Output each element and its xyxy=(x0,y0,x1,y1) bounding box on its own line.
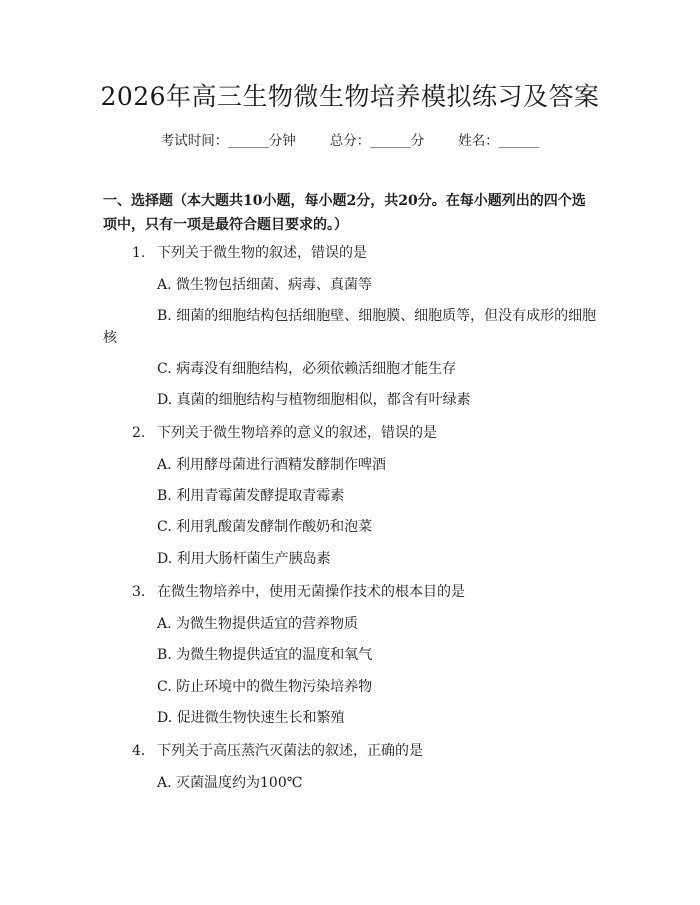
option-b: B. 细菌的细胞结构包括细胞壁、细胞膜、细胞质等，但没有成形的细胞 xyxy=(157,308,597,324)
question-text: 下列关于微生物培养的意义的叙述，错误的是 xyxy=(157,425,437,441)
question-number: 1. xyxy=(132,245,146,261)
question-number: 2. xyxy=(132,425,146,441)
total-score: 总分：______分 xyxy=(329,133,425,149)
section-heading-line-1: 一、选择题（本大题共10小题，每小题2分，共20分。在每小题列出的四个选 xyxy=(103,193,586,209)
option-a: A. 利用酵母菌进行酒精发酵制作啤酒 xyxy=(157,457,387,473)
option-a: A. 为微生物提供适宜的营养物质 xyxy=(157,616,359,632)
option-d: D. 利用大肠杆菌生产胰岛素 xyxy=(157,551,331,567)
option-b: B. 为微生物提供适宜的温度和氧气 xyxy=(157,647,373,663)
question-number: 3. xyxy=(132,584,146,600)
option-b: B. 利用青霉菌发酵提取青霉素 xyxy=(157,488,345,504)
question-text: 下列关于高压蒸汽灭菌法的叙述，正确的是 xyxy=(157,743,423,759)
question-number: 4. xyxy=(132,743,146,759)
option-a: A. 灭菌温度约为100℃ xyxy=(157,775,303,791)
option-d: D. 促进微生物快速生长和繁殖 xyxy=(157,710,345,726)
student-name: 姓名：______ xyxy=(458,133,540,149)
option-c: C. 利用乳酸菌发酵制作酸奶和泡菜 xyxy=(157,519,373,535)
section-heading xyxy=(103,189,608,237)
exam-meta xyxy=(0,131,700,151)
section-heading-line-2: 项中，只有一项是最符合题目要求的。） xyxy=(103,217,348,233)
option-c: C. 病毒没有细胞结构，必须依赖活细胞才能生存 xyxy=(157,361,457,377)
option-c: C. 防止环境中的微生物污染培养物 xyxy=(157,679,373,695)
page-title: 2026年高三生物微生物培养模拟练习及答案 xyxy=(100,82,600,111)
option-d: D. 真菌的细胞结构与植物细胞相似，都含有叶绿素 xyxy=(157,392,471,408)
question-text: 在微生物培养中，使用无菌操作技术的根本目的是 xyxy=(157,584,465,600)
option-b-continuation: 核 xyxy=(103,330,117,346)
exam-time: 考试时间：______分钟 xyxy=(160,133,296,149)
option-a: A. 微生物包括细菌、病毒、真菌等 xyxy=(157,277,373,293)
question-text: 下列关于微生物的叙述，错误的是 xyxy=(157,245,367,261)
